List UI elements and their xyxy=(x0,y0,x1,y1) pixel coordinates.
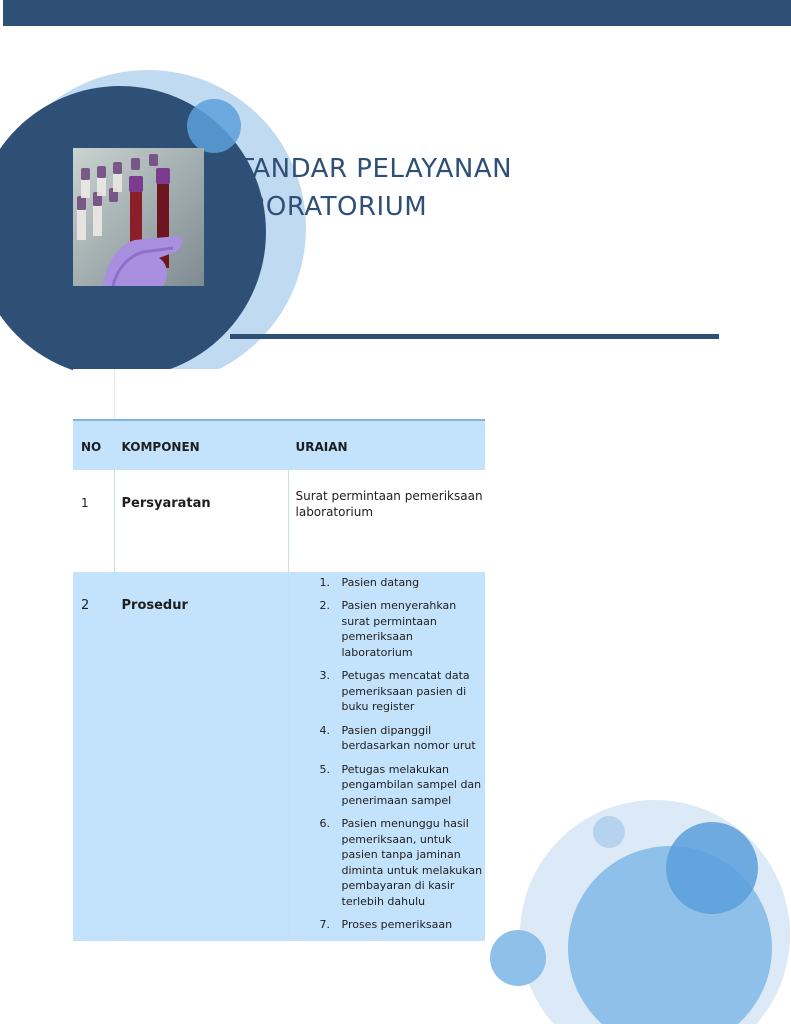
document-title xyxy=(238,150,512,226)
row-1-no: 1 xyxy=(73,470,114,572)
title-underline xyxy=(230,334,719,339)
header-komponen: KOMPONEN xyxy=(114,421,288,470)
table-row xyxy=(73,572,485,941)
list-item: 1. Pasien datang xyxy=(319,575,420,589)
table-top-spacer xyxy=(73,369,485,419)
list-item: 3. Petugas mencatat data pemeriksaan pasien di buku register xyxy=(319,669,470,713)
table-row xyxy=(73,470,485,572)
header-no: NO xyxy=(81,439,102,454)
list-item: 5. Petugas melakukan pengambilan sampel dan penerimaan sampel xyxy=(319,762,482,807)
deco-circle-br-tiny xyxy=(593,816,625,848)
list-item: 6. Pasien menunggu hasil pemeriksaan, untuk pasien tanpa jaminan diminta untuk melakukan pembayaran di kasir terlebih dahulu xyxy=(319,817,483,908)
procedure-steps-list xyxy=(296,575,486,933)
deco-circle-br-mid xyxy=(666,822,758,914)
header-uraian: URAIAN xyxy=(288,421,485,470)
blood-sample-tubes-photo xyxy=(73,148,204,286)
row-1-uraian: Surat permintaan pemeriksaan laboratorium xyxy=(288,470,485,572)
list-item: 4. Pasien dipanggil berdasarkan nomor urut xyxy=(319,723,476,752)
row-2-no: 2 xyxy=(81,597,90,613)
table-header-row xyxy=(73,421,485,470)
title-line-1: TANDAR PELAYANAN xyxy=(238,154,513,184)
list-item: 7. Proses pemeriksaan xyxy=(319,918,453,931)
service-standard-table xyxy=(73,369,485,941)
list-item: 2. Pasien menyerahkan surat permintaan pemeriksaan laboratorium xyxy=(319,599,457,659)
row-1-komponen: Persyaratan xyxy=(114,470,288,572)
lab-photo xyxy=(73,148,204,286)
deco-circle-small xyxy=(187,99,241,153)
title-line-2: BORATORIUM xyxy=(248,192,428,222)
row-2-uraian xyxy=(288,572,485,941)
row-2-komponen: Prosedur xyxy=(114,572,288,941)
components-table xyxy=(73,421,485,941)
deco-circle-br-left xyxy=(490,930,546,986)
